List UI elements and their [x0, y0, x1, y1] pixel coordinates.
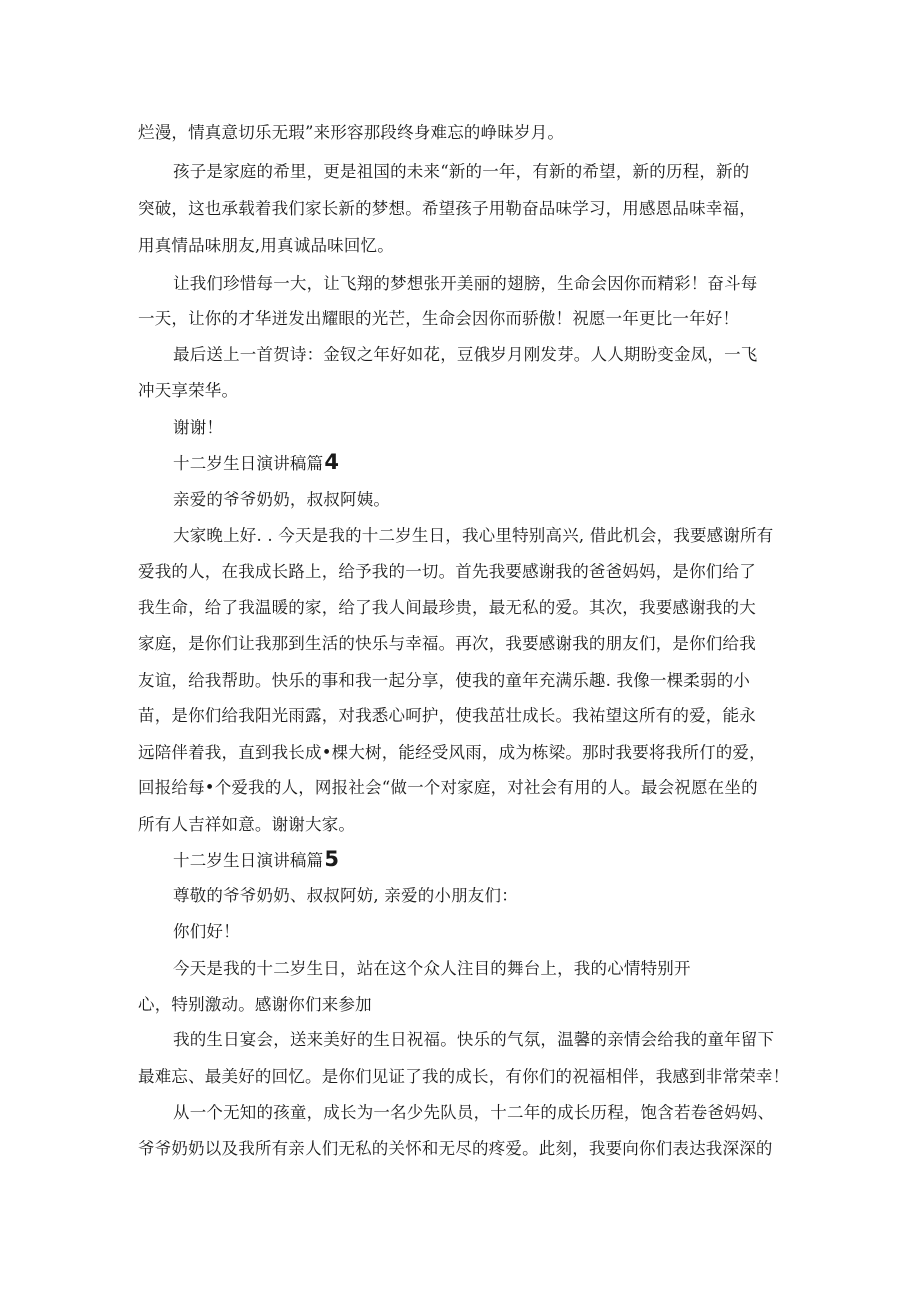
heading-text: 十二岁生日演讲稿篇	[173, 851, 324, 870]
paragraph-line: 从一个无知的孩童，成长为一名少先队员，十二年的成长历程，饱含若卷爸妈妈、	[173, 1103, 775, 1122]
paragraph-line: 友谊，给我帮助。快乐的事和我一起分享，使我的童年充满乐趣. 我像一棵柔弱的小	[138, 671, 751, 690]
paragraph-line: 苗，是你们给我阳光雨露，对我悉心呵护，使我茁壮成长。我祐望这所有的爱，能永	[138, 706, 756, 725]
paragraph-line: 让我们珍惜每一大，让飞翔的梦想张开美丽的翅膀，生命会因你而精彩！奋斗每	[173, 274, 758, 293]
paragraph-line: 所有人吉祥如意。谢谢大家。	[138, 815, 356, 834]
section-heading-5	[173, 848, 339, 872]
paragraph-line: 今天是我的十二岁生日，站在这个众人注目的舞台上，我的心情特别开	[173, 959, 691, 978]
paragraph-line: 回报给每•个爱我的人，网报社会“做一个对家庭，对社会有用的人。最会祝愿在坐的	[138, 778, 758, 797]
paragraph-line: 最难忘、最美好的回忆。是你们见证了我的成长，有你们的祝福相伴，我感到非常荣幸！	[138, 1067, 790, 1086]
paragraph-line: 大家晚上好. . 今天是我的十二岁生日，我心里特别高兴, 借此机会，我要感谢所有	[173, 526, 774, 545]
paragraph-line: 远陪伴着我，直到我长成•棵大树，能经受风雨，成为栋梁。那时我要将我所仃的爱，	[138, 743, 766, 762]
paragraph-line: 突破，这也承载着我们家长新的梦想。希望孩子用勒奋品味学习，用感恩品味幸福，	[138, 199, 756, 218]
paragraph-line: 我的生日宴会，送来美好的生日祝福。快乐的气氛，温馨的亲情会给我的童年留下	[173, 1030, 775, 1049]
heading-number: 5	[324, 847, 340, 871]
paragraph-line: 一天，让你的才华迸发出耀眼的光芒，生命会因你而骄傲！祝愿一年更比一年好！	[138, 309, 740, 328]
paragraph-line: 亲爱的爷爷奶奶，叔叔阿姨。	[173, 490, 391, 509]
paragraph-line: 爷爷奶奶以及我所有亲人们无私的关怀和无尽的疼爱。此刻，我要向你们表达我深深的	[138, 1139, 773, 1158]
paragraph-line: 最后送上一首贺诗：金钗之年好如花，豆俄岁月刚发芽。人人期盼变金凤，一飞	[173, 345, 758, 364]
paragraph-line: 你们好！	[173, 922, 240, 941]
paragraph-line: 尊敬的爷爷奶奶、叔叔阿妨, 亲爱的小朋友们：	[173, 886, 518, 905]
paragraph-line: 用真情品味朋友,用真诚品味回忆。	[138, 236, 394, 255]
paragraph-line: 我生命，给了我温暖的家，给了我人间最珍贵，最无私的爱。其次，我要感谢我的大	[138, 598, 756, 617]
paragraph-line: 冲天享荣华。	[138, 381, 239, 400]
paragraph-line: 家庭，是你们让我那到生活的快乐与幸福。再次，我要感谢我的朋友们，是你们给我	[138, 634, 756, 653]
heading-text: 十二岁生日演讲稿篇	[173, 454, 324, 473]
heading-number: 4	[324, 450, 340, 474]
paragraph-line: 孩子是家庭的希里，更是祖国的未来“新的一年，有新的希望，新的历程，新的	[173, 162, 750, 181]
section-heading-4	[173, 451, 339, 475]
paragraph-line: 爱我的人，在我成长路上，给予我的一切。首先我要感谢我的爸爸妈妈，是你们给了	[138, 562, 756, 581]
paragraph-line: 谢谢！	[173, 418, 224, 437]
paragraph-line: 烂漫，情真意切乐无瑕”来形容那段终身难忘的峥昧岁月。	[138, 123, 565, 142]
paragraph-line: 心，特别激动。感谢你们来参加	[138, 995, 372, 1014]
